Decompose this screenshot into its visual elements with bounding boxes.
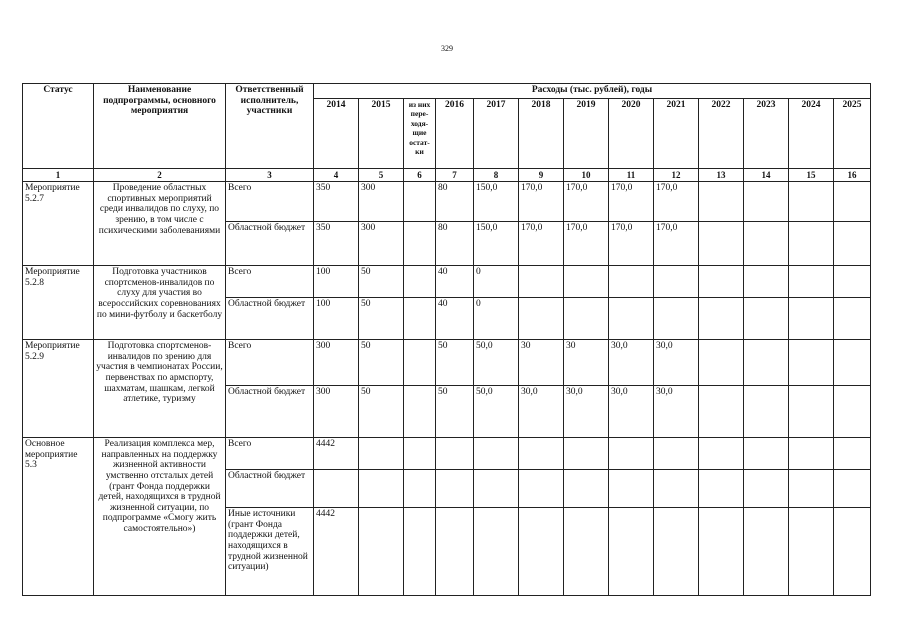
header-year: 2016 <box>436 99 474 169</box>
column-number: 11 <box>609 169 654 182</box>
value-cell <box>654 508 699 596</box>
value-cell <box>744 222 789 266</box>
value-cell: 50 <box>436 386 474 438</box>
page-number: 329 <box>441 44 453 53</box>
value-cell <box>699 182 744 222</box>
value-cell <box>744 386 789 438</box>
responsible-cell: Областной бюджет <box>226 298 314 340</box>
value-cell <box>519 438 564 470</box>
value-cell: 50,0 <box>474 386 519 438</box>
value-cell: 150,0 <box>474 182 519 222</box>
value-cell <box>436 508 474 596</box>
table-row <box>23 182 871 222</box>
value-cell <box>519 508 564 596</box>
column-number: 1 <box>23 169 94 182</box>
column-number: 16 <box>834 169 871 182</box>
value-cell: 0 <box>474 266 519 298</box>
header-year: 2017 <box>474 99 519 169</box>
value-cell <box>789 298 834 340</box>
column-number: 9 <box>519 169 564 182</box>
value-cell: 300 <box>314 340 359 386</box>
value-cell <box>564 438 609 470</box>
value-cell: 170,0 <box>519 222 564 266</box>
value-cell: 30,0 <box>519 386 564 438</box>
value-cell <box>789 386 834 438</box>
header-year: 2014 <box>314 99 359 169</box>
value-cell: 100 <box>314 298 359 340</box>
value-cell: 50 <box>359 298 404 340</box>
responsible-cell: Областной бюджет <box>226 222 314 266</box>
value-cell <box>609 470 654 508</box>
column-number: 13 <box>699 169 744 182</box>
column-number: 6 <box>404 169 436 182</box>
responsible-cell: Областной бюджет <box>226 386 314 438</box>
value-cell <box>834 470 871 508</box>
value-cell <box>744 298 789 340</box>
value-cell: 100 <box>314 266 359 298</box>
value-cell <box>834 266 871 298</box>
column-number: 12 <box>654 169 699 182</box>
value-cell <box>654 266 699 298</box>
value-cell: 40 <box>436 266 474 298</box>
header-year: 2018 <box>519 99 564 169</box>
value-cell <box>744 266 789 298</box>
responsible-cell: Всего <box>226 182 314 222</box>
responsible-cell: Всего <box>226 438 314 470</box>
header-year: 2025 <box>834 99 871 169</box>
status-cell: Мероприятие 5.2.9 <box>23 340 94 438</box>
measure-name-cell: Проведение областных спортивных мероприятий среди инвалидов по слуху, по зрению, в том числе с психическими заболеваниями <box>94 182 226 266</box>
value-cell <box>744 470 789 508</box>
value-cell <box>404 470 436 508</box>
value-cell <box>609 298 654 340</box>
value-cell: 170,0 <box>564 222 609 266</box>
value-cell <box>699 298 744 340</box>
responsible-cell: Всего <box>226 266 314 298</box>
column-number: 4 <box>314 169 359 182</box>
value-cell <box>436 438 474 470</box>
column-number: 7 <box>436 169 474 182</box>
value-cell <box>609 508 654 596</box>
value-cell <box>834 182 871 222</box>
value-cell <box>699 340 744 386</box>
column-number: 15 <box>789 169 834 182</box>
value-cell <box>564 470 609 508</box>
status-cell: Основное мероприятие 5.3 <box>23 438 94 596</box>
value-cell: 170,0 <box>654 222 699 266</box>
value-cell <box>789 222 834 266</box>
value-cell <box>474 438 519 470</box>
value-cell <box>834 386 871 438</box>
table-row <box>23 266 871 298</box>
value-cell: 0 <box>474 298 519 340</box>
value-cell: 50 <box>359 386 404 438</box>
value-cell <box>654 298 699 340</box>
value-cell: 30,0 <box>654 340 699 386</box>
value-cell: 30,0 <box>564 386 609 438</box>
value-cell: 50,0 <box>474 340 519 386</box>
measure-name-cell: Подготовка спортсменов-инвалидов по зрению для участия в чемпионатах России, первенствах по армспорту, шахматам, шашкам, легкой атлетике, туризму <box>94 340 226 438</box>
value-cell: 300 <box>359 182 404 222</box>
value-cell <box>404 340 436 386</box>
column-number: 10 <box>564 169 609 182</box>
table-row <box>23 340 871 386</box>
value-cell <box>404 298 436 340</box>
value-cell <box>519 298 564 340</box>
value-cell: 30,0 <box>609 340 654 386</box>
value-cell <box>834 222 871 266</box>
value-cell: 4442 <box>314 508 359 596</box>
value-cell <box>359 438 404 470</box>
value-cell: 170,0 <box>564 182 609 222</box>
value-cell <box>564 508 609 596</box>
expenses-table <box>22 83 871 596</box>
value-cell <box>699 508 744 596</box>
value-cell <box>699 386 744 438</box>
value-cell <box>474 508 519 596</box>
value-cell: 50 <box>359 266 404 298</box>
value-cell: 350 <box>314 182 359 222</box>
status-cell: Мероприятие 5.2.7 <box>23 182 94 266</box>
column-number: 3 <box>226 169 314 182</box>
value-cell: 80 <box>436 222 474 266</box>
header-year: 2022 <box>699 99 744 169</box>
value-cell: 30,0 <box>654 386 699 438</box>
value-cell <box>609 266 654 298</box>
header-year: из них пере-ходя-щие остат-ки <box>404 99 436 169</box>
value-cell <box>789 438 834 470</box>
value-cell: 30 <box>519 340 564 386</box>
responsible-cell: Всего <box>226 340 314 386</box>
header-year: 2021 <box>654 99 699 169</box>
value-cell <box>699 470 744 508</box>
header-status: Статус <box>23 84 94 169</box>
value-cell: 80 <box>436 182 474 222</box>
column-number: 8 <box>474 169 519 182</box>
value-cell: 300 <box>359 222 404 266</box>
header-expenses: Расходы (тыс. рублей), годы <box>314 84 871 99</box>
responsible-cell: Иные источники (грант Фонда поддержки детей, находящихся в трудной жизненной ситуации) <box>226 508 314 596</box>
header-year: 2019 <box>564 99 609 169</box>
value-cell <box>744 182 789 222</box>
value-cell <box>744 438 789 470</box>
value-cell: 350 <box>314 222 359 266</box>
value-cell <box>404 438 436 470</box>
value-cell <box>359 508 404 596</box>
value-cell <box>314 470 359 508</box>
value-cell <box>519 266 564 298</box>
value-cell <box>789 340 834 386</box>
value-cell <box>404 508 436 596</box>
value-cell <box>404 182 436 222</box>
value-cell: 50 <box>359 340 404 386</box>
header-year: 2015 <box>359 99 404 169</box>
header-year: 2020 <box>609 99 654 169</box>
value-cell: 170,0 <box>609 182 654 222</box>
column-number: 2 <box>94 169 226 182</box>
value-cell: 30 <box>564 340 609 386</box>
value-cell <box>789 266 834 298</box>
value-cell <box>699 266 744 298</box>
value-cell: 170,0 <box>519 182 564 222</box>
responsible-cell: Областной бюджет <box>226 470 314 508</box>
header-responsible: Ответственный исполнитель, участники <box>226 84 314 169</box>
value-cell <box>654 438 699 470</box>
value-cell <box>834 298 871 340</box>
header-year: 2023 <box>744 99 789 169</box>
header-year: 2024 <box>789 99 834 169</box>
value-cell <box>404 222 436 266</box>
value-cell <box>654 470 699 508</box>
value-cell <box>789 470 834 508</box>
header-name: Наименование подпрограммы, основного мероприятия <box>94 84 226 169</box>
value-cell: 300 <box>314 386 359 438</box>
value-cell <box>744 340 789 386</box>
column-number: 5 <box>359 169 404 182</box>
value-cell: 30,0 <box>609 386 654 438</box>
value-cell <box>564 298 609 340</box>
value-cell: 4442 <box>314 438 359 470</box>
value-cell <box>834 508 871 596</box>
value-cell <box>404 386 436 438</box>
value-cell <box>699 438 744 470</box>
value-cell <box>474 470 519 508</box>
value-cell <box>834 340 871 386</box>
measure-name-cell: Подготовка участников спортсменов-инвалидов по слуху для участия во всероссийских соревнованиях по мини-футболу и баскетболу <box>94 266 226 340</box>
value-cell <box>404 266 436 298</box>
value-cell <box>834 438 871 470</box>
value-cell <box>789 508 834 596</box>
value-cell: 170,0 <box>609 222 654 266</box>
value-cell <box>744 508 789 596</box>
value-cell <box>359 470 404 508</box>
value-cell <box>609 438 654 470</box>
value-cell <box>789 182 834 222</box>
column-number: 14 <box>744 169 789 182</box>
measure-name-cell: Реализация комплекса мер, направленных на поддержку жизненной активности умственно отсталых детей (грант Фонда поддержки детей, находящихся в трудной жизненной ситуации, по подпрограмме «Смогу жить самостоятельно») <box>94 438 226 596</box>
value-cell: 150,0 <box>474 222 519 266</box>
value-cell <box>519 470 564 508</box>
value-cell <box>436 470 474 508</box>
value-cell <box>564 266 609 298</box>
table-row <box>23 438 871 470</box>
value-cell: 50 <box>436 340 474 386</box>
value-cell <box>699 222 744 266</box>
status-cell: Мероприятие 5.2.8 <box>23 266 94 340</box>
value-cell: 170,0 <box>654 182 699 222</box>
value-cell: 40 <box>436 298 474 340</box>
